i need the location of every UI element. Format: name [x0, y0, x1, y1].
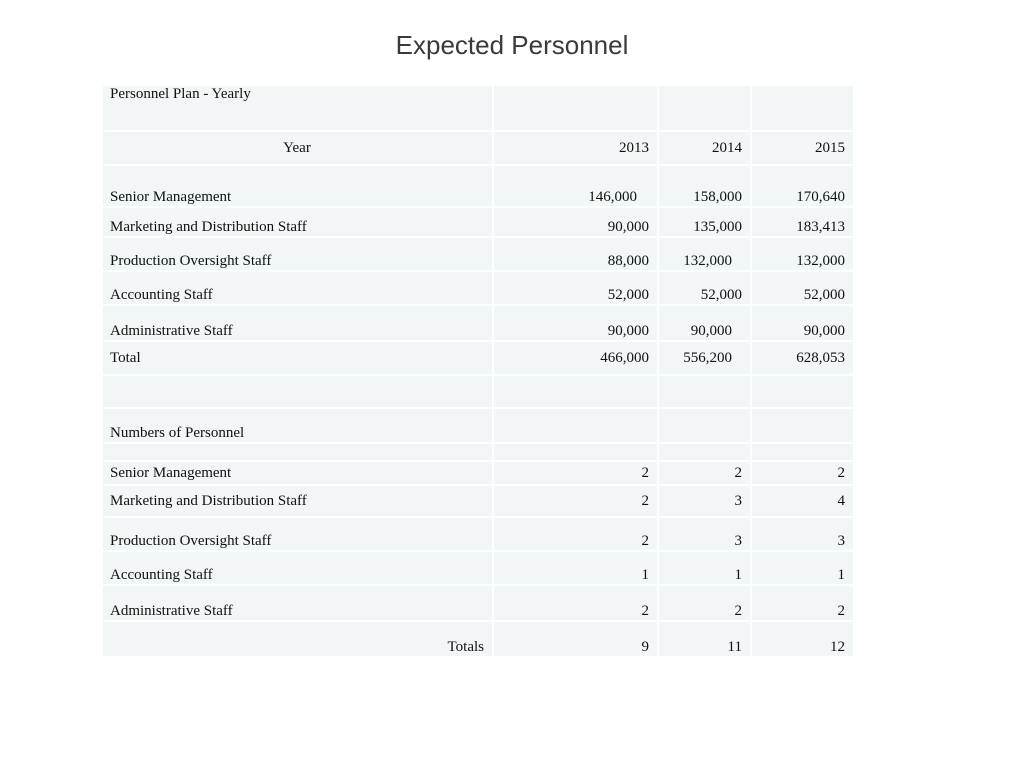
totals-value: 12 — [752, 622, 853, 658]
empty-cell — [103, 444, 494, 462]
cell-value: 2 — [494, 462, 659, 486]
total-row — [103, 342, 853, 376]
cell-value: 52,000 — [494, 272, 659, 306]
total-value: 466,000 — [494, 342, 659, 376]
cell-value: 1 — [659, 552, 752, 586]
row-label: Accounting Staff — [103, 272, 494, 306]
totals-value: 9 — [494, 622, 659, 658]
table-row — [103, 306, 853, 342]
cell-value: 4 — [752, 486, 853, 518]
total-value: 628,053 — [752, 342, 853, 376]
table-row — [103, 552, 853, 586]
row-label: Administrative Staff — [103, 586, 494, 622]
cell-value: 2 — [494, 486, 659, 518]
empty-cell — [659, 409, 752, 444]
row-label: Senior Management — [103, 462, 494, 486]
personnel-table — [103, 86, 853, 658]
empty-cell — [494, 409, 659, 444]
cell-value: 146,000 — [494, 166, 659, 208]
cell-value: 2 — [659, 462, 752, 486]
cell-value: 3 — [659, 518, 752, 552]
section-header: Personnel Plan - Yearly — [103, 86, 494, 132]
cell-value: 2 — [752, 586, 853, 622]
year-header: 2013 — [494, 132, 659, 166]
cell-value: 183,413 — [752, 208, 853, 238]
table-row — [103, 238, 853, 272]
empty-cell — [752, 444, 853, 462]
cell-value: 2 — [752, 462, 853, 486]
empty-cell — [752, 86, 853, 132]
empty-cell — [494, 376, 659, 409]
numbers-header: Numbers of Personnel — [103, 409, 494, 444]
cell-value: 90,000 — [494, 306, 659, 342]
empty-cell — [752, 409, 853, 444]
year-header-row — [103, 132, 853, 166]
section-header-row — [103, 86, 853, 132]
row-label: Marketing and Distribution Staff — [103, 486, 494, 518]
cell-value: 1 — [494, 552, 659, 586]
row-label: Senior Management — [103, 166, 494, 208]
cell-value: 90,000 — [494, 208, 659, 238]
cell-value: 52,000 — [752, 272, 853, 306]
row-label: Administrative Staff — [103, 306, 494, 342]
row-label: Accounting Staff — [103, 552, 494, 586]
page-title: Expected Personnel — [395, 30, 629, 60]
empty-cell — [494, 444, 659, 462]
cell-value: 2 — [659, 586, 752, 622]
cell-value: 132,000 — [752, 238, 853, 272]
cell-value: 170,640 — [752, 166, 853, 208]
numbers-header-row — [103, 409, 853, 444]
empty-cell — [752, 376, 853, 409]
cell-value: 90,000 — [752, 306, 853, 342]
cell-value: 88,000 — [494, 238, 659, 272]
cell-value: 3 — [752, 518, 853, 552]
year-label: Year — [103, 132, 494, 166]
totals-label: Totals — [103, 622, 494, 658]
empty-cell — [494, 86, 659, 132]
spacer-row — [103, 376, 853, 409]
table-row — [103, 586, 853, 622]
table-row — [103, 486, 853, 518]
empty-cell — [103, 376, 494, 409]
cell-value: 1 — [752, 552, 853, 586]
table-row — [103, 518, 853, 552]
row-label: Production Oversight Staff — [103, 518, 494, 552]
empty-cell — [659, 86, 752, 132]
total-label: Total — [103, 342, 494, 376]
cell-value: 135,000 — [659, 208, 752, 238]
totals-row — [103, 622, 853, 658]
cell-value: 52,000 — [659, 272, 752, 306]
table-row — [103, 208, 853, 238]
cell-value: 132,000 — [659, 238, 752, 272]
total-value: 556,200 — [659, 342, 752, 376]
table-row — [103, 166, 853, 208]
cell-value: 90,000 — [659, 306, 752, 342]
spacer-row — [103, 444, 853, 462]
table-row — [103, 272, 853, 306]
cell-value: 3 — [659, 486, 752, 518]
row-label: Marketing and Distribution Staff — [103, 208, 494, 238]
cell-value: 2 — [494, 518, 659, 552]
row-label: Production Oversight Staff — [103, 238, 494, 272]
table-row — [103, 462, 853, 486]
year-header: 2015 — [752, 132, 853, 166]
totals-value: 11 — [659, 622, 752, 658]
cell-value: 158,000 — [659, 166, 752, 208]
empty-cell — [659, 376, 752, 409]
year-header: 2014 — [659, 132, 752, 166]
empty-cell — [659, 444, 752, 462]
cell-value: 2 — [494, 586, 659, 622]
